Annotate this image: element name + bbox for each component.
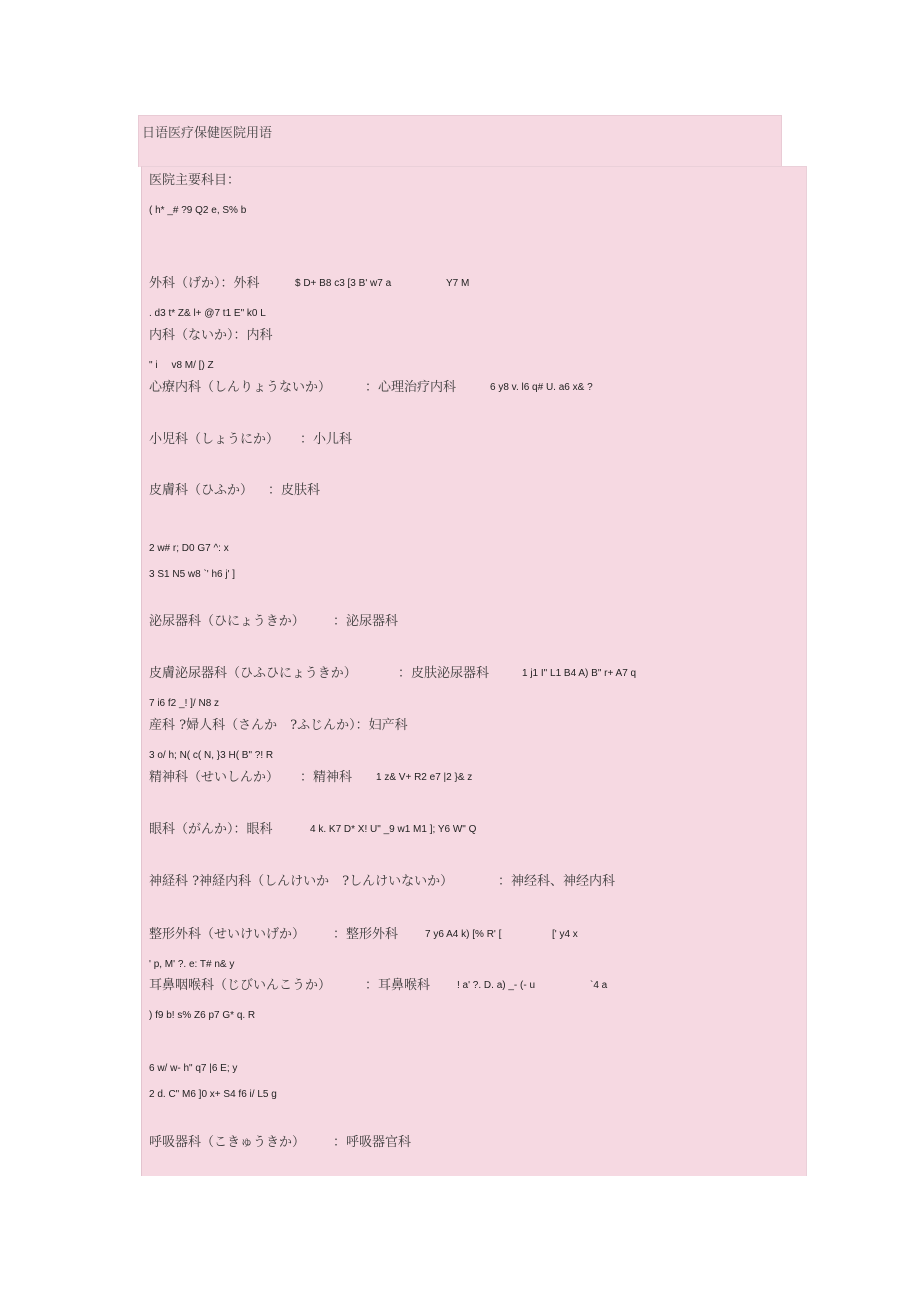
department-entry-text: 整形外科（せいけいげか） <box>149 927 306 942</box>
department-entry-text: 呼吸器科（こきゅうきか） <box>149 1135 306 1150</box>
noise-text: Y7 M <box>446 278 470 289</box>
noise-text: 6 w/ w- h" q7 |6 E; y <box>149 1063 238 1074</box>
title-box <box>138 115 782 167</box>
department-entry-text: ：整形外科 <box>333 927 399 942</box>
department-entry-text: 眼科（がんか）：眼科 <box>149 822 273 837</box>
department-entry-text: ：心理治疗内科 <box>365 380 457 395</box>
noise-text: 4 k. K7 D* X! U" _9 w1 M1 ]; Y6 W" Q <box>310 824 477 835</box>
noise-text: 1 j1 I" L1 B4 A) B" r+ A7 q <box>522 668 637 679</box>
department-entry-text: ：神经科、神经内科 <box>498 874 616 889</box>
department-entry-text: 産科 ?婦人科（さんか ?ふじんか）：妇产科 <box>149 718 408 733</box>
noise-text: 1 z& V+ R2 e7 |2 }& z <box>376 772 473 783</box>
department-entry-text: 精神科（せいしんか） <box>149 770 280 785</box>
department-entry-text: 心療内科（しんりょうないか） <box>149 380 332 395</box>
department-entry-text: 皮膚泌尿器科（ひふひにょうきか） <box>149 666 357 681</box>
noise-text: `4 a <box>590 980 608 991</box>
noise-text: 3 o/ h; N( c( N, }3 H( B" ?! R <box>149 750 274 761</box>
noise-text: [' y4 x <box>552 929 578 940</box>
department-entry-text: 泌尿器科（ひにょうきか） <box>149 614 305 629</box>
department-entry-text: ：小儿科 <box>300 432 353 447</box>
noise-text: ( h* _# ?9 Q2 e, S% b <box>149 205 247 216</box>
noise-text: 2 d. C" M6 ]0 x+ S4 f6 i/ L5 g <box>149 1089 277 1100</box>
department-entry-text: ：皮肤科 <box>268 483 321 498</box>
noise-text: . d3 t* Z& l+ @7 t1 E" k0 L <box>149 308 266 319</box>
department-entry-text: ：耳鼻喉科 <box>365 978 431 993</box>
document-title: 日语医疗保健医院用语 <box>142 126 273 141</box>
department-entry-text: 耳鼻咽喉科（じびいんこうか） <box>149 978 332 993</box>
department-entry-text: ：皮肤泌尿器科 <box>398 666 490 681</box>
noise-text: 6 y8 v. l6 q# U. a6 x& ? <box>490 382 593 393</box>
noise-text: ) f9 b! s% Z6 p7 G* q. R <box>149 1010 256 1021</box>
noise-text: ! a' ?. D. a) _- (- u <box>457 980 536 991</box>
department-entry-text: 小児科（しょうにか） <box>149 432 280 447</box>
department-entry-text: ：精神科 <box>300 770 353 785</box>
noise-text: 7 i6 f2 _! ]/ N8 z <box>149 698 220 709</box>
department-entry-text: ：呼吸器官科 <box>333 1135 412 1150</box>
noise-text: 2 w# r; D0 G7 ^: x <box>149 543 229 554</box>
department-entry-text: 内科（ないか）：内科 <box>149 328 273 343</box>
department-entry-text: ：泌尿器科 <box>333 614 399 629</box>
department-entry-text: 医院主要科目： <box>149 173 241 188</box>
noise-text: 7 y6 A4 k) [% R' [ <box>425 929 502 940</box>
noise-text: 3 S1 N5 w8 `' h6 j' ] <box>149 569 236 580</box>
noise-text: ' p, M' ?. e: T# n& y <box>149 959 235 970</box>
department-entry-text: 神経科 ?神経内科（しんけいか ?しんけいないか） <box>149 874 454 889</box>
department-entry-text: 皮膚科（ひふか） <box>149 483 254 498</box>
noise-text: $ D+ B8 c3 [3 B' w7 a <box>295 278 392 289</box>
noise-text: " i v8 M/ [) Z <box>149 360 214 371</box>
department-entry-text: 外科（げか）：外科 <box>149 276 260 291</box>
